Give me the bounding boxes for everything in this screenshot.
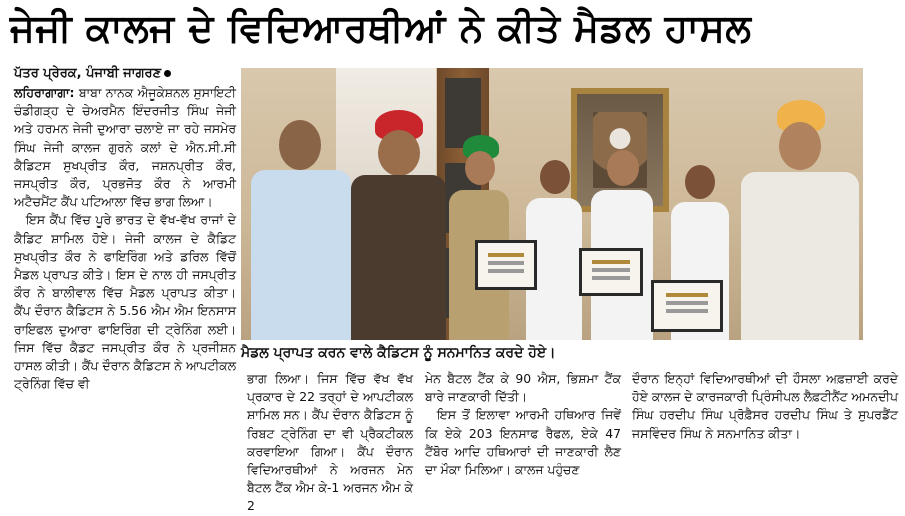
certificate-2 <box>579 248 643 296</box>
certificate-1 <box>475 240 537 290</box>
person-3 <box>449 135 509 340</box>
headline: ਜੇਜੀ ਕਾਲਜ ਦੇ ਵਿਦਿਆਰਥੀਆਂ ਨੇ ਕੀਤੇ ਮੈਡਲ ਹਾਸਲ <box>10 6 752 50</box>
dateline: ਲਹਿਰਾਗਾਗਾ: <box>14 85 75 100</box>
certificate-3 <box>651 280 723 332</box>
person-5 <box>591 150 653 340</box>
byline-bullet-icon <box>164 70 171 77</box>
news-photo <box>241 68 863 340</box>
article-column-2 <box>247 370 413 514</box>
col2-paragraph: ਭਾਗ ਲਿਆ। ਜਿਸ ਵਿੱਚ ਵੱਖ ਵੱਖ ਪ੍ਰਕਾਰ ਦੇ 22 ਤਰ੍ਹਾਂ ਦੇ ਆਪਟੀਕਲ ਸ਼ਾਮਿਲ ਸਨ। ਕੈਂਪ ਦੌਰਾਨ ਕੈਡਿਟਸ ਨੂੰ ਰਿਬਟ ਟ੍ਰੇਨਿੰਗ ਦਾ ਵੀ ਪ੍ਰੈਕਟੀਕਲ ਕਰਵਾਇਆ ਗਿਆ। ਕੈਂਪ ਦੌਰਾਨ ਵਿਦਿਆਰਥੀਆਂ ਨੇ ਅਰਜਨ ਮੇਨ ਬੈਟਲ ਟੈਂਕ ਐਮ ਕੇ-1 ਅਰਜਨ ਐਮ ਕੇ 2 <box>247 371 413 514</box>
photo-caption: ਮੈਡਲ ਪ੍ਰਾਪਤ ਕਰਨ ਵਾਲੇ ਕੈਡਿਟਸ ਨੂੰ ਸਨਮਾਨਿਤ ਕਰਦੇ ਹੋਏ। <box>241 345 556 361</box>
col3-paragraph-2: ਇਸ ਤੋਂ ਇਲਾਵਾ ਆਰਮੀ ਹਥਿਆਰ ਜਿਵੇਂ ਕਿ ਏਕੇ 203 ਇਨਸਾਫ ਰੈਫਲ, ਏਕੇ 47 ਟੈਂਬੋਰ ਆਦਿ ਹਥਿਆਰਾਂ ਦੀ ਜਾਣਕਾਰੀ ਲੈਣ ਦਾ ਮੌਕਾ ਮਿਲਿਆ। ਕਾਲਜ ਪਹੁੰਚਣ <box>425 407 621 478</box>
col1-paragraph-1: ਬਾਬਾ ਨਾਨਕ ਐਜੂਕੇਸ਼ਨਲ ਸੁਸਾਇਟੀ ਚੰਡੀਗੜ੍ਹ ਦੇ ਚੇਅਰਮੈਨ ਇੰਦਰਜੀਤ ਸਿੰਘ ਜੇਜੀ ਅਤੇ ਹਰਮਨ ਜੇਜੀ ਦੁਆਰਾ ਚਲਾਏ ਜਾ ਰਹੇ ਜਸਮੇਰ ਸਿੰਘ ਜੇਜੀ ਕਾਲਜ ਗੁਰਨੇ ਕਲਾਂ ਦੇ ਐਨ.ਸੀ.ਸੀ ਕੈਡਿਟਸ ਸੁਖਪ੍ਰੀਤ ਕੌਰ, ਜਸ਼ਨਪ੍ਰੀਤ ਕੌਰ, ਜਸਪ੍ਰੀਤ ਕੌਰ, ਪ੍ਰਭਜੋਤ ਕੌਰ ਨੇ ਆਰਮੀ ਅਟੈਚਮੈਂਟ ਕੈਂਪ ਪਟਿਆਲਾ ਵਿੱਚ ਭਾਗ ਲਿਆ। <box>14 85 236 210</box>
person-2 <box>351 110 446 340</box>
col1-paragraph-2: ਇਸ ਕੈਂਪ ਵਿੱਚ ਪੂਰੇ ਭਾਰਤ ਦੇ ਵੱਖ-ਵੱਖ ਰਾਜਾਂ ਦੇ ਕੈਡਿਟ ਸ਼ਾਮਿਲ ਹੋਏ। ਜੇਜੀ ਕਾਲਜ ਦੇ ਕੈਡਿਟ ਸੁਖਪ੍ਰੀਤ ਕੌਰ ਨੇ ਫਾਇਰਿੰਗ ਅਤੇ ਡਰਿਲ ਵਿੱਚੋਂ ਮੈਡਲ ਪ੍ਰਾਪਤ ਕੀਤੇ। ਇਸ ਦੇ ਨਾਲ ਹੀ ਜਸਪ੍ਰੀਤ ਕੌਰ ਨੇ ਬਾਲੀਵਾਲ ਵਿੱਚ ਮੈਡਲ ਪ੍ਰਾਪਤ ਕੀਤਾ। ਕੈਂਪ ਦੌਰਾਨ ਕੈਡਿਟਸ ਨੇ 5.56 ਐਮ ਐਮ ਇਨਸਾਸ ਰਾਇਫਲ ਦੁਆਰਾ ਫਾਇਰਿੰਗ ਦੀ ਟ੍ਰੇਨਿੰਗ ਲਈ। ਜਿਸ ਵਿੱਚ ਕੈਡਟ ਜਸਪ੍ਰੀਤ ਕੌਰ ਨੇ ਪ੍ਰਜੀਸ਼ਨ ਹਾਸਲ ਕੀਤੀ। ਕੈਂਪ ਦੌਰਾਨ ਕੈਡਿਟਸ ਨੇ ਆਪਟੀਕਲ ਟ੍ਰੇਨਿੰਗ ਵਿੱਚ ਵੀ <box>14 212 236 392</box>
person-7 <box>741 100 859 340</box>
byline-text: ਪੱਤਰ ਪ੍ਰੇਰਕ, ਪੰਜਾਬੀ ਜਾਗਰਣ <box>14 66 162 81</box>
col3-paragraph-1: ਮੇਨ ਬੈਟਲ ਟੈਂਕ ਕੇ 90 ਐਸ, ਭਿਸ਼ਮਾ ਟੈਂਕ ਬਾਰੇ ਜਾਣਕਾਰੀ ਦਿੱਤੀ। <box>425 371 621 405</box>
col4-paragraph: ਦੌਰਾਨ ਇਨ੍ਹਾਂ ਵਿਦਿਆਰਥੀਆਂ ਦੀ ਹੌਸਲਾ ਅਫ਼ਜ਼ਾਈ ਕਰਦੇ ਹੋਏ ਕਾਲਜ ਦੇ ਕਾਰਜਕਾਰੀ ਪ੍ਰਿੰਸੀਪਲ ਲੈਫ਼ਟੀਨੈਂਟ ਅਮਨਦੀਪ ਸਿੰਘ ਹਰਦੀਪ ਸਿੰਘ ਪ੍ਰੋਫ਼ੈਸਰ ਹਰਦੀਪ ਸਿੰਘ ਤੇ ਸੁਪਰਡੈਂਟ ਜਸਵਿੰਦਰ ਸਿੰਘ ਨੇ ਸਨਮਾਨਿਤ ਕੀਤਾ। <box>632 371 898 441</box>
person-1 <box>251 110 351 340</box>
article-column-4 <box>632 370 898 504</box>
article-column-1 <box>14 84 236 504</box>
article-column-3 <box>425 370 621 504</box>
byline <box>14 66 244 81</box>
